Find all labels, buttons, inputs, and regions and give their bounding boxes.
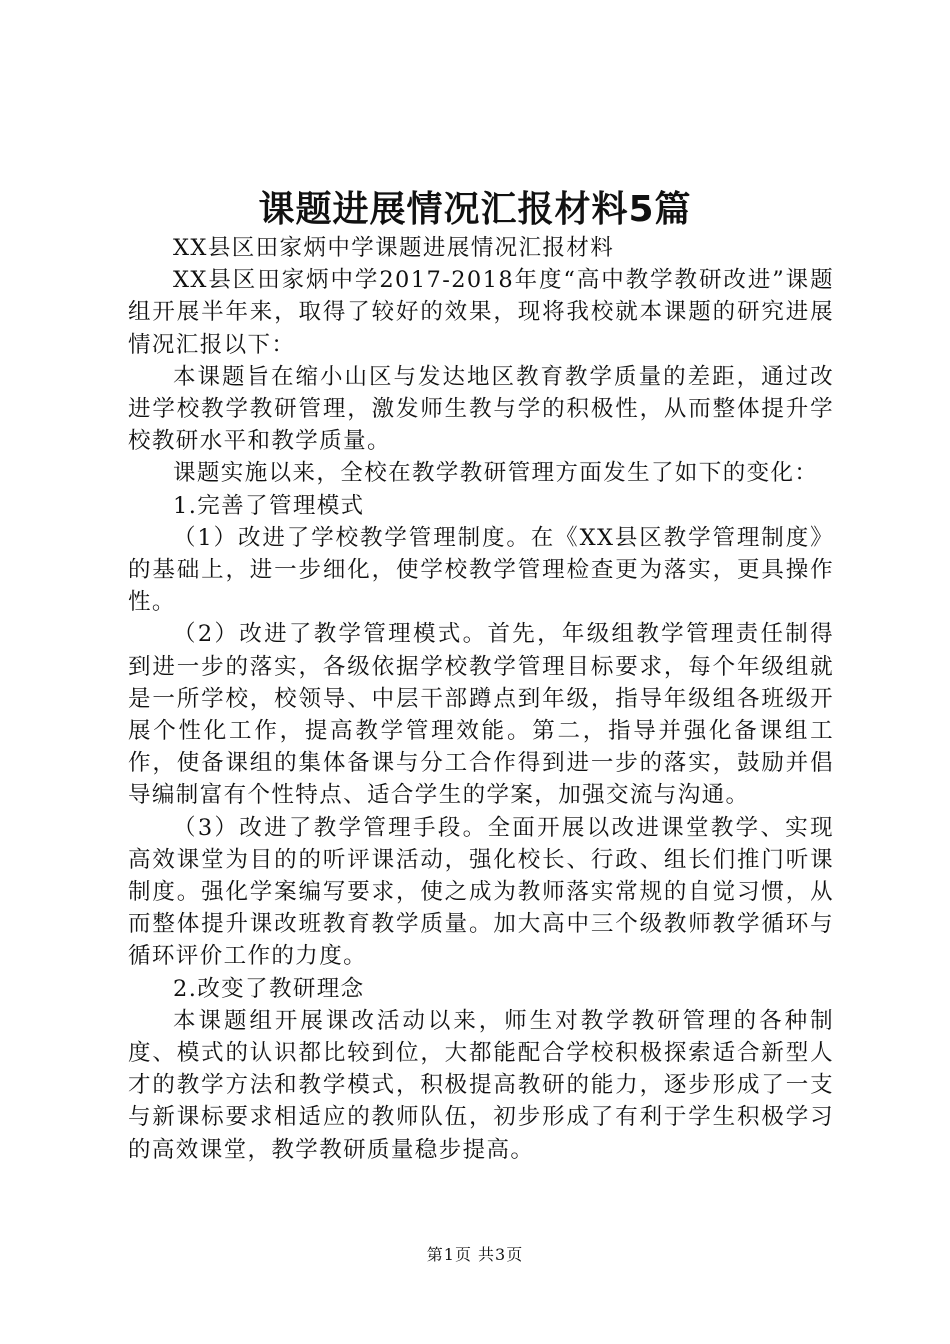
paragraph: （2）改进了教学管理模式。首先，年级组教学管理责任制得到进一步的落实，各级依据学校教学管理目标要求，每个年级组就是一所学校，校领导、中层干部蹲点到年级，指导年级组各班级开展个性化工作，提高教学管理效能。第二，指导并强化备课组工作，使备课组的集体备课与分工合作得到进一步的落实，鼓励并倡导编制富有个性特点、适合学生的学案，加强交流与沟通。 <box>128 621 834 809</box>
paragraph: 课题实施以来，全校在教学教研管理方面发生了如下的变化： <box>173 460 819 487</box>
paragraph: XX县区田家炳中学2017-2018年度“高中教学教研改进”课题组开展半年来，取得了较好的效果，现将我校就本课题的研究进展情况汇报以下： <box>128 267 834 358</box>
paragraph: （3）改进了教学管理手段。全面开展以改进课堂教学、实现高效课堂为目的的听评课活动，强化校长、行政、组长们推门听课制度。强化学案编写要求，使之成为教师落实常规的自觉习惯，从而整体提升课改班教育教学质量。加大高中三个级教师教学循环与循环评价工作的力度。 <box>128 814 834 970</box>
document-body <box>128 232 834 1166</box>
section-heading: 1.完善了管理模式 <box>173 492 365 519</box>
section-heading: 2.改变了教研理念 <box>173 975 365 1002</box>
page-footer: 第1页 共3页 <box>426 1245 524 1264</box>
paragraph: XX县区田家炳中学课题进展情况汇报材料 <box>173 235 615 261</box>
paragraph: 本课题旨在缩小山区与发达地区教育教学质量的差距，通过改进学校教学教研管理，激发师生教与学的积极性，从而整体提升学校教研水平和教学质量。 <box>128 363 834 455</box>
paragraph: （1）改进了学校教学管理制度。在《XX县区教学管理制度》的基础上，进一步细化，使学校教学管理检查更为落实，更具操作性。 <box>128 524 834 616</box>
paragraph: 本课题组开展课改活动以来，师生对教学教研管理的各种制度、模式的认识都比较到位，大都能配合学校积极探索适合新型人才的教学方法和教学模式，积极提高教研的能力，逐步形成了一支与新课标要求相适应的教师队伍，初步形成了有利于学生积极学习的高效课堂，教学教研质量稳步提高。 <box>128 1007 834 1163</box>
document-title: 课题进展情况汇报材料5篇 <box>258 189 692 230</box>
